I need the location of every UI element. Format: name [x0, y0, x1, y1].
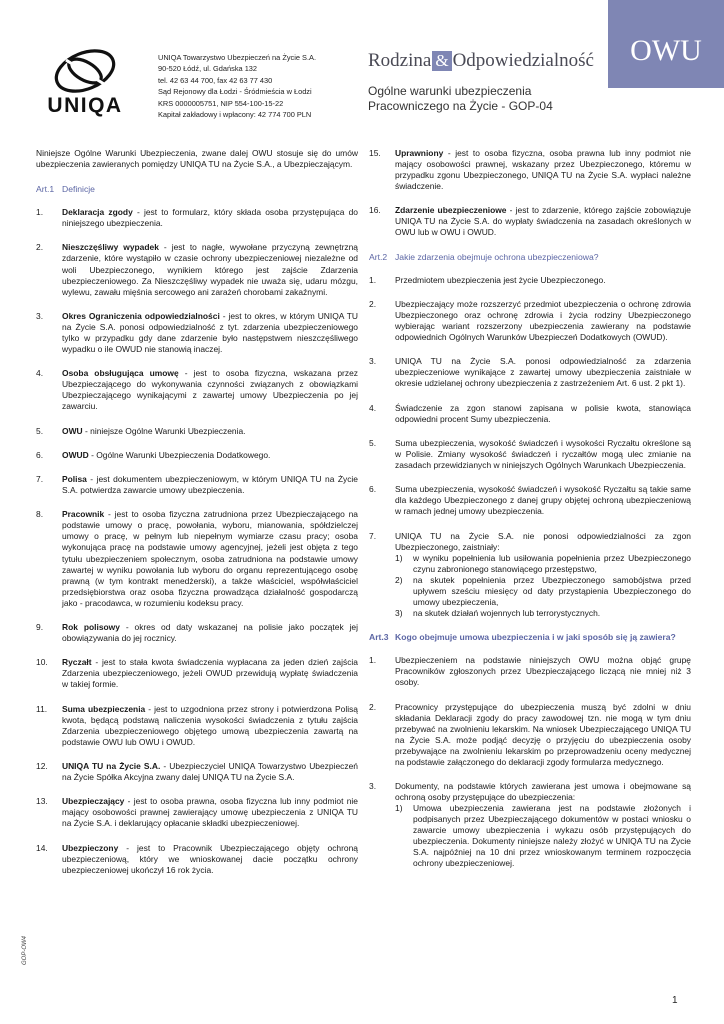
company-line: tel. 42 63 44 700, fax 42 63 77 430 — [158, 75, 273, 85]
item-text: - jest to osoba prawna, osoba fizyczna lub inny podmiot nie mający osobowości prawnej zawierający umowę ubezpieczenia z UNIQA TU na Życie S.A. i deklarujący opłacanie składki ubezpieczeniowej. — [62, 796, 358, 829]
sub-item — [395, 575, 691, 608]
subtitle-line: Ogólne warunki ubezpieczenia — [368, 84, 532, 98]
list-item — [36, 474, 358, 496]
item-term: Nieszczęśliwy wypadek — [62, 242, 159, 253]
item-number: 8. — [36, 509, 44, 520]
definitions-list-continued — [369, 148, 691, 239]
item-number: 7. — [369, 530, 377, 541]
list-item — [36, 242, 358, 297]
item-number: 2. — [369, 701, 377, 712]
item-text: - okres od daty wskazanej na polisie jako początek jej obowiązywania do jej rocznicy. — [62, 621, 358, 643]
item-term: Okres Ograniczenia odpowiedzialności — [62, 310, 220, 321]
item-number: 2. — [369, 298, 377, 309]
item-number: 12. — [36, 760, 48, 771]
brand-right: Odpowiedzialność — [452, 50, 594, 71]
brand-ampersand: & — [432, 51, 451, 71]
sub-item-number: 2) — [395, 574, 403, 585]
sub-item-number: 1) — [395, 803, 403, 814]
logo-text: UNIQA — [47, 94, 123, 117]
item-number: 16. — [369, 205, 381, 216]
item-term: Pracownik — [62, 509, 105, 520]
list-item — [36, 311, 358, 355]
item-number: 11. — [36, 703, 48, 714]
list-item — [36, 704, 358, 748]
item-number: 15. — [369, 148, 381, 158]
list-item — [369, 484, 691, 517]
subtitle-line: Pracowniczego na Życie - GOP-04 — [368, 99, 553, 113]
list-item — [36, 207, 358, 229]
item-number: 3. — [369, 356, 377, 367]
list-item — [369, 205, 691, 238]
item-term: OWUD — [62, 449, 89, 460]
item-number: 13. — [36, 796, 48, 807]
item-term: Polisa — [62, 474, 87, 485]
sub-item-text: na skutek popełnienia przez Ubezpieczonego samobójstwa przed upływem sześciu miesięcy od daty przystąpienia Ubezpieczonego do umowy ubezpieczenia, — [413, 574, 691, 607]
item-number: 1. — [36, 207, 44, 218]
list-item — [36, 622, 358, 644]
item-text: - jest to osoba fizyczna, wskazana przez Ubezpieczającego do wykonywania czynności związanych z obowiązkami Ubezpieczającego wynikającymi z zawartej umowy Ubezpieczenia po jej zawarciu. — [62, 368, 358, 412]
item-term: OWU — [62, 425, 83, 436]
list-item — [369, 781, 691, 869]
right-column — [369, 148, 691, 883]
item-number: 7. — [36, 474, 44, 485]
art3-heading — [369, 632, 691, 643]
item-number: 6. — [36, 449, 44, 460]
list-item — [369, 403, 691, 425]
item-number: 14. — [36, 842, 48, 853]
item-term: Uprawniony — [395, 148, 444, 158]
item-text: - jest to okres, w którym UNIQA TU na Życie S.A. ponosi odpowiedzialność z tyt. zdarzenia ubezpieczeniowego tylko w przypadku gdy dane zdarzenie było następstwem nieszczęśliwego wypadku o ile OWUD nie stanowią inaczej. — [62, 310, 358, 354]
item-number: 9. — [36, 621, 44, 632]
art-number: Art.3 — [369, 632, 389, 643]
item-number: 10. — [36, 657, 48, 668]
sub-item-text: Umowa ubezpieczenia zawierana jest na podstawie złożonych i podpisanych przez Ubezpieczającego dokumentów w postaci wniosku o zawarcie umowy ubezpieczenia i wykazu osób przystępujących do ubezpieczenia. Dokumenty niniejsze należy złożyć w UNIQA TU na Życie S.A. najpóźniej na 10 dni przez wnioskowanym terminem rozpoczęcia ochrony ubezpieczeniowej. — [413, 803, 691, 869]
list-item — [369, 299, 691, 343]
item-text: - jest to nagłe, wywołane przyczyną zewnętrzną zdarzenie, które wystąpiło w czasie ochrony ubezpieczeniowej niezależne od woli Ubezpieczonego, wynikiem którego jest zajście Zdarzenia ubezpieczeniowego. Za Nieszczęśliwy wypadek nie uważa się, udaru mózgu, wylewu, zawału mięśnia sercowego ani zarażeń chorobami zakaźnymi. — [62, 242, 358, 297]
item-number: 3. — [36, 310, 44, 321]
item-text: - jest to uzgodniona przez strony i potwierdzona Polisą kwota, będącą podstawą naliczenia wysokości świadczenia z tytułu zajścia Zdarzenia ubezpieczeniowego objętego umową ubezpieczenia zawartą na podstawie OWU lub OWU i OWUD. — [62, 703, 358, 747]
company-info — [158, 52, 316, 120]
item-text: Pracownicy przystępujące do ubezpieczenia muszą być zdolni w dniu składania Deklaracji zgody do pracy zawodowej tzn. nie mogą w tym dniu przebywać na zwolnieniu lekarskim. Na wniosek Ubezpieczającego UNIQA TU na Życie S.A. może podjąć decyzję o przyjęciu do ubezpieczenia osoby przebywające na zwolnieniu lekarskim po przeprowadzeniu oceny medycznej na podstawie załączonego do deklaracji zgody formularza medycznego. — [395, 701, 691, 767]
company-line: 90-520 Łódź, ul. Gdańska 132 — [158, 64, 258, 74]
item-text: - jest dokumentem ubezpieczeniowym, w którym UNIQA TU na Życie S.A. potwierdza zawarcie umowy ubezpieczenia. — [62, 474, 358, 496]
sub-item — [395, 803, 691, 869]
item-term: Osoba obsługująca umowę — [62, 368, 179, 379]
list-item — [369, 438, 691, 471]
item-number: 1. — [369, 655, 377, 666]
list-item — [36, 761, 358, 783]
item-term: Ubezpieczający — [62, 796, 125, 807]
item-term: UNIQA TU na Życie S.A. — [62, 760, 161, 771]
list-item — [36, 450, 358, 461]
item-number: 4. — [36, 368, 44, 379]
list-item — [369, 655, 691, 688]
company-line: Kapitał zakładowy i wpłacony: 42 774 700 PLN — [158, 110, 312, 120]
item-term: Deklaracja zgody — [62, 207, 133, 218]
company-line: KRS 0000005751, NIP 554-100-15-22 — [158, 98, 284, 108]
art2-list — [369, 275, 691, 619]
item-term: Zdarzenie ubezpieczeniowe — [395, 205, 507, 216]
art-number: Art.2 — [369, 251, 388, 262]
item-text: UNIQA TU na Życie S.A. ponosi odpowiedzialność za zdarzenia ubezpieczeniowe wynikające z zawartej umowy ubezpieczenia zaistniałe w okresie udzielanej ochrony ubezpieczenia z zastrzeżeniem Art. 6 ust. 2 pkt 1). — [395, 356, 691, 389]
brand-left: Rodzina — [368, 50, 432, 71]
list-item — [369, 702, 691, 768]
item-number: 6. — [369, 484, 377, 495]
item-number: 4. — [369, 402, 377, 413]
list-item — [36, 509, 358, 608]
sub-item — [395, 608, 691, 619]
company-line: UNIQA Towarzystwo Ubezpieczeń na Życie S.A. — [158, 53, 317, 62]
art2-heading — [369, 252, 691, 263]
item-term: Rok polisowy — [62, 621, 120, 632]
art1-heading — [36, 184, 358, 195]
item-number: 3. — [369, 781, 377, 792]
item-term: Ryczałt — [62, 657, 92, 668]
side-code: GOP-OW4 — [22, 935, 28, 965]
definitions-list — [36, 207, 358, 876]
sub-item-number: 1) — [395, 552, 403, 563]
item-text: - jest to formularz, który składa osoba przystępująca do niniejszego ubezpieczenia. — [62, 207, 358, 229]
item-text: - jest to osoba fizyczna zatrudniona przez Ubezpieczającego na podstawie umowy o pracę, powołania, wyboru, mianowania, spółdzielczej umowy o pracę, w pełnym lub niepełnym wymiarze czasu pracy; osoba wykonująca pracę na podstawie umowy agencyjnej, jeżeli jest objęta z tego tytułu ubezpieczeniem społecznym, osoba zatrudniona na podstawie umowy zawartej w wyniku powołania lub wyboru do organu reprezentującego osobę prawną (w tym kontrakt menedżerski), a także właściciel, współwłaściciel przedsiębiorstwa oraz osoba fizyczna prowadząca działalność gospodarczą jako - pracodawca, w rozumieniu kodeksu pracy. — [62, 509, 358, 608]
uniqa-logo — [36, 48, 134, 118]
item-text: Świadczenie za zgon stanowi zapisana w polisie kwota, stanowiąca odpowiedni procent Sumy ubezpieczenia. — [395, 402, 691, 424]
company-line: Sąd Rejonowy dla Łodzi - Śródmieścia w Łodzi — [158, 87, 312, 97]
list-item — [36, 426, 358, 437]
item-text: - jest to stała kwota świadczenia wypłacana za jeden dzień zajścia Zdarzenia ubezpieczeniowego, jeżeli OWUD przewidują wypłatę świadczenia w takiej formie. — [62, 657, 358, 690]
owu-badge: OWU — [608, 0, 724, 88]
intro-paragraph: Niniejsze Ogólne Warunki Ubezpieczenia, zwane dalej OWU stosuje się do umów ubezpieczenia zawieranych pomiędzy UNIQA TU na Życie S.A., a Ubezpieczającym. — [36, 148, 358, 170]
item-text: Ubezpieczający może rozszerzyć przedmiot ubezpieczenia o ochronę zdrowia Ubezpieczonego oraz ochronę zdrowia i życia rodziny Ubezpieczonego wybierając wariant rozszerzony ubezpieczenia zawierany na podstawie odpowiednich Ogólnych Warunków Ubezpieczeń Dodatkowych (OWUD). — [395, 298, 691, 343]
art3-list — [369, 655, 691, 869]
uniqa-logo-mark-icon — [36, 48, 134, 94]
art-number: Art.1 — [36, 184, 55, 195]
left-column — [36, 148, 358, 889]
item-text: UNIQA TU na Życie S.A. nie ponosi odpowiedzialności za zgon Ubezpieczonego, zaistniały: — [395, 530, 691, 552]
list-item — [369, 275, 691, 286]
item-text: - niniejsze Ogólne Warunki Ubezpieczenia. — [82, 425, 246, 436]
item-number: 2. — [36, 242, 44, 253]
item-text: Suma ubezpieczenia, wysokość świadczeń i wysokość Ryczałtu są takie same dla każdego Ubezpieczonego z danej grupy objętej ochroną ubezpieczeniową w ramach jednej umowy ubezpieczenia. — [395, 484, 691, 517]
item-text: - jest to osoba fizyczna, osoba prawna lub inny podmiot nie mający osobowości prawnej, wskazany przez Ubezpieczonego, któremu w przypadku zgonu Ubezpieczonego, UNIQA TU na Życie S.A. wypłaci należne świadczenie. — [395, 148, 691, 192]
item-number: 5. — [36, 425, 44, 436]
art-title: Definicje — [62, 184, 95, 195]
list-item — [369, 148, 691, 192]
sub-item-text: na skutek działań wojennych lub terrorystycznych. — [413, 607, 601, 618]
item-term: Suma ubezpieczenia — [62, 703, 146, 714]
list-item — [36, 796, 358, 829]
item-number: 5. — [369, 437, 377, 448]
list-item — [36, 368, 358, 412]
item-text: Suma ubezpieczenia, wysokość świadczeń i wysokości Ryczałtu określone są w Polisie. Zmiany wysokość świadczeń i ryczałtów mogą ulec zmianie na zasadach przewidzianych w niniejszych Ogólnych Warunkach Ubezpieczenia. — [395, 437, 691, 471]
item-text: Dokumenty, na podstawie których zawierana jest umowa i obejmowane są ochroną osoby przystępujące do ubezpieczenia: — [395, 781, 691, 803]
item-text: - Ogólne Warunki Ubezpieczenia Dodatkowego. — [88, 449, 271, 460]
sub-item — [395, 553, 691, 575]
item-text: Ubezpieczeniem na podstawie niniejszych OWU można objąć grupę Pracowników zgłoszonych przez Ubezpieczającego liczącą nie mniej niż 3 osoby. — [395, 655, 691, 688]
list-item — [369, 356, 691, 389]
document-subtitle — [368, 84, 553, 114]
item-text: - jest to Pracownik Ubezpieczającego objęty ochroną ubezpieczeniową, który we wnioskowanej dacie początku ochrony ubezpieczeniowej ukończył 16 rok życia. — [62, 842, 358, 875]
art-title: Kogo obejmuje umowa ubezpieczenia i w jaki sposób się ją zawiera? — [395, 632, 676, 643]
page-number: 1 — [672, 995, 678, 1006]
item-text: - jest to zdarzenie, którego zajście zobowiązuje UNIQA TU na Życie S.A. do wypłaty świadczenia na zasadach określonych w OWU lub w OWU i OWUD. — [395, 205, 691, 238]
item-number: 1. — [369, 274, 377, 285]
sub-item-text: w wyniku popełnienia lub usiłowania popełnienia przez Ubezpieczonego czynu zabronionego stanowiącego przestępstwo, — [413, 552, 691, 574]
list-item — [36, 657, 358, 690]
sub-item-number: 3) — [395, 607, 403, 618]
item-term: Ubezpieczony — [62, 842, 119, 853]
item-text: Przedmiotem ubezpieczenia jest życie Ubezpieczonego. — [395, 274, 606, 285]
item-text: - Ubezpieczyciel UNIQA Towarzystwo Ubezpieczeń na Życie Spółka Akcyjna zwany dalej UNIQA TU na Życie S.A. — [62, 760, 358, 782]
list-item — [369, 531, 691, 619]
art-title: Jakie zdarzenia obejmuje ochrona ubezpieczeniowa? — [395, 251, 599, 262]
brand-title — [368, 50, 594, 72]
list-item — [36, 843, 358, 876]
